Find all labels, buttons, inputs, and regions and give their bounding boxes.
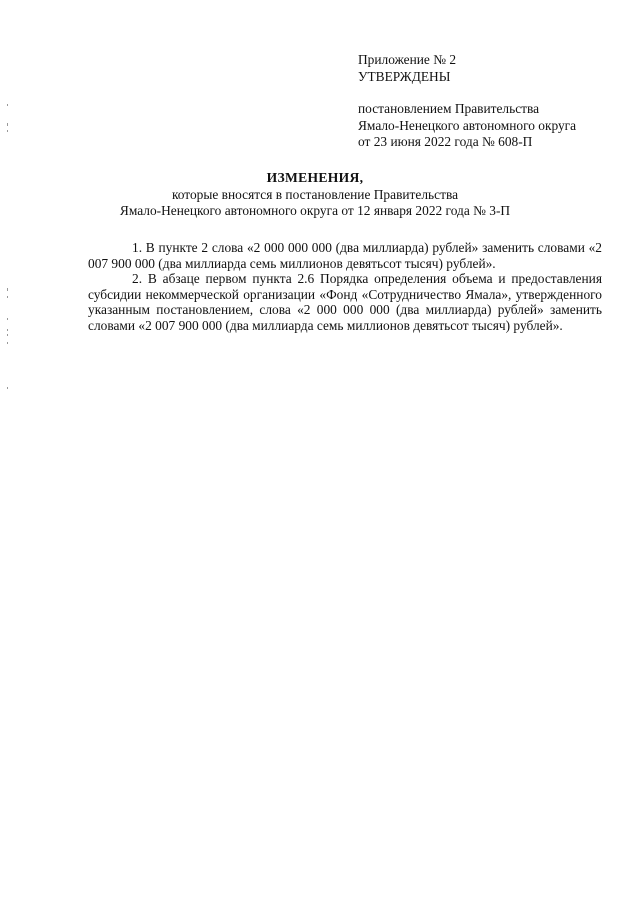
item-paragraph: 1. В пункте 2 слова «2 000 000 000 (два миллиарда) рублей» заменить словами «2 007 900 000 (два миллиарда семь миллионов девятьсот тысяч) рублей». [88,240,602,271]
appendix-number: Приложение № 2 [358,52,457,67]
approval-block [358,52,576,151]
document-title [60,170,570,220]
title-subtitle: которые вносятся в постановление Правительства [171,186,459,202]
scan-artifact [7,334,8,336]
scan-artifact [7,296,8,298]
item-paragraph: 2. В абзаце первом пункта 2.6 Порядка определения объема и предоставления субсидии некоммерческой организации «Фонд «Сотрудничество Ямала», утвержденного указанным постановлением, слова «2 000 000 000 (два миллиарда) рублей» заменить словами «2 007 900 000 (два миллиарда семь миллионов девятьсот тысяч) рублей». [88,271,602,333]
approval-line: постановлением Правительства [358,101,540,116]
title-heading: ИЗМЕНЕНИЯ, [266,170,364,185]
title-subtitle: Ямало-Ненецкого автономного округа от 12 января 2022 года № 3-П [119,203,511,218]
scan-artifact [7,104,8,106]
document-body [88,240,602,334]
approval-line: Ямало-Ненецкого автономного округа [358,117,577,133]
approved-label: УТВЕРЖДЕНЫ [358,68,451,84]
scan-artifact [7,123,8,126]
scan-artifact [7,342,8,344]
scan-artifact [7,387,8,389]
scan-artifact [7,318,8,320]
scan-artifact [7,329,8,331]
scan-artifact [7,130,8,132]
scan-artifact [7,288,8,291]
approval-date: от 23 июня 2022 года № 608-П [358,134,533,149]
